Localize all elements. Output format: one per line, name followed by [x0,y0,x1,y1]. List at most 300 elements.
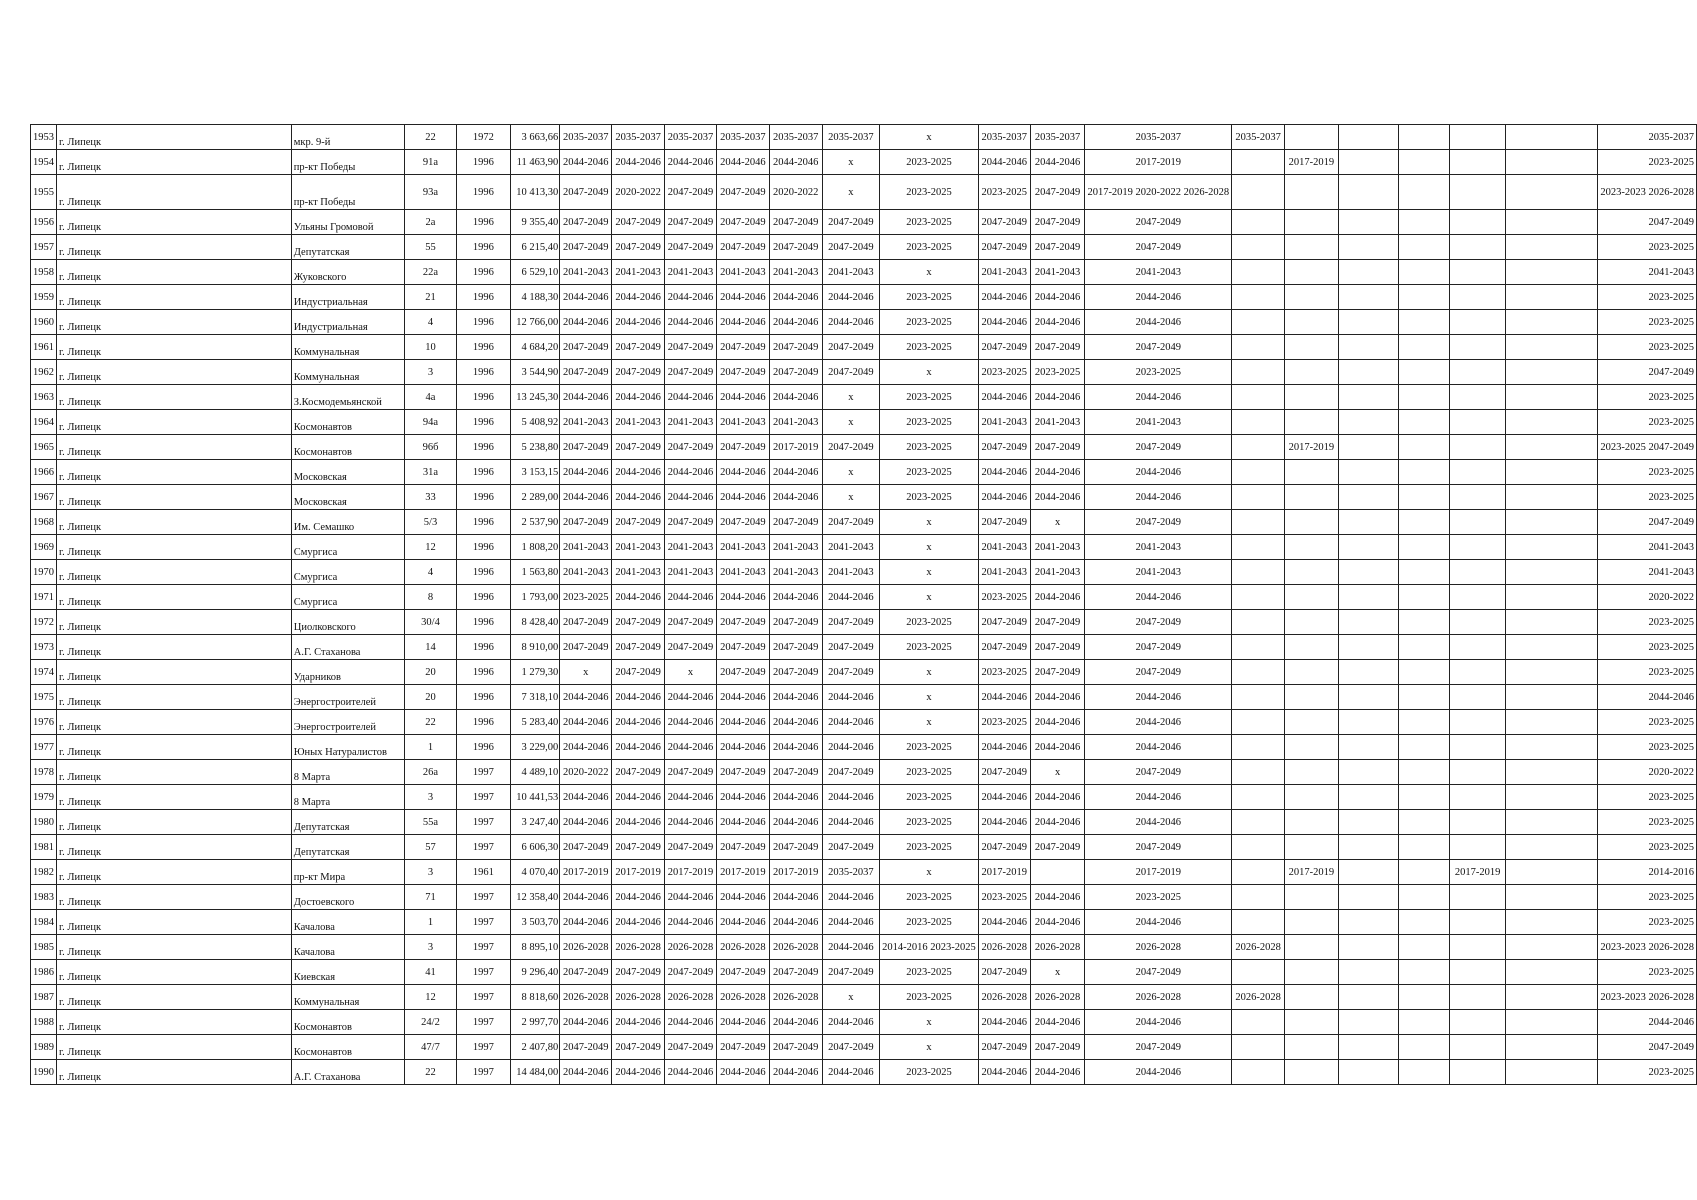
table-cell: 8 Марта [291,760,404,785]
table-cell [1338,1060,1398,1085]
table-cell [1285,710,1339,735]
table-cell [1449,510,1506,535]
table-cell: х [880,535,979,560]
table-cell [1398,810,1449,835]
table-cell: 2044-2046 [612,460,665,485]
table-cell: 5 408,92 [510,410,560,435]
table-cell: Индустриальная [291,285,404,310]
table-cell: 2047-2049 [612,335,665,360]
table-cell: Жуковского [291,260,404,285]
table-cell: 2047-2049 [665,510,717,535]
table-cell: 2044-2046 [1085,485,1232,510]
table-cell: 1989 [31,1035,57,1060]
table-cell: 2044-2046 [822,585,880,610]
table-cell [1338,785,1398,810]
table-cell: 1997 [457,885,510,910]
table-cell: 2047-2049 [1030,660,1085,685]
table-cell: 1968 [31,510,57,535]
table-cell: 2044-2046 [665,1010,717,1035]
table-cell: Коммунальная [291,985,404,1010]
table-row [31,785,1697,810]
table-row [31,535,1697,560]
table-row [31,760,1697,785]
table-cell: 2044-2046 [612,310,665,335]
table-cell [1285,935,1339,960]
table-cell: 2047-2049 [769,335,822,360]
table-cell [1338,535,1398,560]
table-cell [1232,310,1285,335]
table-cell [1285,735,1339,760]
table-cell [1338,660,1398,685]
table-cell: 1959 [31,285,57,310]
table-cell: 2020-2022 [1598,585,1697,610]
table-cell: 2044-2046 [1030,150,1085,175]
table-cell: 2044-2046 [978,385,1030,410]
table-cell [1449,635,1506,660]
table-cell: 2044-2046 [822,1060,880,1085]
table-cell: 2026-2028 [716,985,769,1010]
table-cell [1506,710,1598,735]
table-cell: 1960 [31,310,57,335]
table-cell: 2023-2025 [978,660,1030,685]
table-cell: 2023-2025 [1598,610,1697,635]
table-cell: 2020-2022 [1598,760,1697,785]
table-cell [1506,235,1598,260]
table-cell: 2044-2046 [769,810,822,835]
table-cell: г. Липецк [57,835,292,860]
table-cell: 2047-2049 [665,635,717,660]
table-cell: г. Липецк [57,985,292,1010]
table-cell: 30/4 [404,610,456,635]
table-cell: 2 289,00 [510,485,560,510]
table-row [31,885,1697,910]
table-cell: 2044-2046 [1030,685,1085,710]
table-cell: 2023-2025 [880,985,979,1010]
table-cell [1232,910,1285,935]
table-cell [1285,810,1339,835]
table-cell: 2047-2049 [716,210,769,235]
table-cell: 47/7 [404,1035,456,1060]
table-cell: 2044-2046 [822,310,880,335]
table-cell: 2044-2046 [665,910,717,935]
table-cell: 1972 [457,125,510,150]
table-cell: 2047-2049 [1085,835,1232,860]
table-cell: 2044-2046 [560,485,612,510]
table-cell [1285,1035,1339,1060]
table-cell: 2035-2037 [1085,125,1232,150]
table-cell [1506,385,1598,410]
table-cell: 2023-2025 [1598,785,1697,810]
table-cell [1398,635,1449,660]
table-cell: 2044-2046 [1085,385,1232,410]
table-cell [1449,175,1506,210]
table-cell: 1996 [457,435,510,460]
table-cell: 1996 [457,360,510,385]
table-cell: 2047-2049 [1085,660,1232,685]
table-cell [1338,1010,1398,1035]
table-cell: 2044-2046 [822,685,880,710]
table-cell: 2044-2046 [716,910,769,935]
table-cell [1285,260,1339,285]
table-cell: 2044-2046 [1030,285,1085,310]
table-cell: 96б [404,435,456,460]
table-cell [1338,810,1398,835]
table-cell: 1 279,30 [510,660,560,685]
table-cell: г. Липецк [57,285,292,310]
table-cell: 2044-2046 [665,710,717,735]
table-cell: х [880,1010,979,1035]
table-cell: Им. Семашко [291,510,404,535]
table-cell [1449,560,1506,585]
table-cell: г. Липецк [57,810,292,835]
table-cell: 2023-2025 [880,175,979,210]
table-cell: 1971 [31,585,57,610]
table-cell: 2047-2049 [612,210,665,235]
table-cell: 2047-2049 [769,660,822,685]
table-cell [1506,885,1598,910]
table-cell: 1996 [457,535,510,560]
table-cell [1398,125,1449,150]
table-cell: 2041-2043 [822,260,880,285]
table-cell [1285,360,1339,385]
table-cell: г. Липецк [57,210,292,235]
table-cell [1449,1060,1506,1085]
table-cell: 2041-2043 [769,560,822,585]
table-cell: 2044-2046 [716,385,769,410]
table-cell: 2044-2046 [716,460,769,485]
table-cell [1506,860,1598,885]
table-cell: 2047-2049 [769,360,822,385]
table-cell: 2035-2037 [822,860,880,885]
table-cell: 2047-2049 [822,210,880,235]
table-cell: Индустриальная [291,310,404,335]
table-row [31,735,1697,760]
table-cell: 2047-2049 [978,835,1030,860]
table-cell: 2035-2037 [1030,125,1085,150]
table-cell: 2026-2028 [769,935,822,960]
table-body [31,125,1697,1085]
table-cell [1398,935,1449,960]
table-cell: 1997 [457,1035,510,1060]
table-cell: 2041-2043 [665,410,717,435]
table-cell: пр-кт Мира [291,860,404,885]
table-cell: 2023-2025 [880,150,979,175]
table-cell [1338,360,1398,385]
table-cell: 2017-2019 2020-2022 2026-2028 [1085,175,1232,210]
table-cell [1449,610,1506,635]
table-cell: 2023-2025 [1030,360,1085,385]
table-cell [1506,310,1598,335]
table-cell: 2035-2037 [560,125,612,150]
table-cell: 2044-2046 [612,885,665,910]
table-cell: 2047-2049 [978,510,1030,535]
table-cell [1506,785,1598,810]
table-cell: 2047-2049 [1598,360,1697,385]
table-cell: 2044-2046 [822,810,880,835]
table-cell: 1997 [457,810,510,835]
table-cell: 2041-2043 [716,535,769,560]
table-cell: 2044-2046 [612,585,665,610]
table-row [31,1035,1697,1060]
table-cell [1506,260,1598,285]
table-cell: 2044-2046 [822,735,880,760]
table-cell [1449,885,1506,910]
table-row [31,235,1697,260]
table-cell [1449,410,1506,435]
table-cell [1398,760,1449,785]
table-cell: 2044-2046 [769,385,822,410]
table-cell: 26а [404,760,456,785]
table-cell: 2044-2046 [716,1010,769,1035]
table-cell [1398,1035,1449,1060]
table-cell [1232,410,1285,435]
table-cell: 2044-2046 [560,460,612,485]
table-cell: 2023-2025 [978,710,1030,735]
table-cell [1285,460,1339,485]
table-cell: 2047-2049 [1030,610,1085,635]
table-cell [1285,660,1339,685]
table-cell: х [880,125,979,150]
table-cell [1506,585,1598,610]
table-cell: 2023-2025 [880,785,979,810]
table-cell: 2047-2049 [560,635,612,660]
table-cell: 2044-2046 [560,385,612,410]
table-cell: 1969 [31,535,57,560]
table-cell: 2044-2046 [978,150,1030,175]
table-cell [1449,810,1506,835]
table-cell: Депутатская [291,235,404,260]
table-cell: 1982 [31,860,57,885]
table-cell: 2044-2046 [978,285,1030,310]
table-cell: 1970 [31,560,57,585]
table-cell: 2044-2046 [716,485,769,510]
table-cell: г. Липецк [57,635,292,660]
table-cell [1398,710,1449,735]
table-cell: 2041-2043 [1030,535,1085,560]
table-cell: 91а [404,150,456,175]
table-cell: 2041-2043 [978,560,1030,585]
table-cell: 2047-2049 [1598,1035,1697,1060]
table-cell [1449,535,1506,560]
table-cell: 1 [404,735,456,760]
table-cell: 1997 [457,960,510,985]
table-cell: 2047-2049 [1030,835,1085,860]
table-cell: 2047-2049 [716,960,769,985]
table-cell [1398,1060,1449,1085]
table-cell: 2047-2049 [1085,435,1232,460]
table-cell: 1972 [31,610,57,635]
table-cell [1506,835,1598,860]
table-cell: 2044-2046 [769,910,822,935]
table-cell: 2026-2028 [612,985,665,1010]
table-cell: 1996 [457,460,510,485]
table-cell: 2047-2049 [612,1035,665,1060]
table-cell: 1966 [31,460,57,485]
table-cell [1398,210,1449,235]
table-cell: 2044-2046 [769,460,822,485]
table-cell: 1978 [31,760,57,785]
table-cell [1449,935,1506,960]
table-cell: 5/3 [404,510,456,535]
table-cell: Энергостроителей [291,710,404,735]
table-cell: 2023-2025 [978,885,1030,910]
table-cell [1338,460,1398,485]
table-cell [1506,1035,1598,1060]
table-row [31,460,1697,485]
table-cell: 2023-2025 [880,410,979,435]
table-cell: 3 544,90 [510,360,560,385]
table-cell: 2047-2049 [612,510,665,535]
table-cell: г. Липецк [57,785,292,810]
table-cell: 1997 [457,1010,510,1035]
table-cell: 2047-2049 [822,1035,880,1060]
table-cell: 2047-2049 [612,635,665,660]
table-cell: Космонавтов [291,1010,404,1035]
table-cell [1232,535,1285,560]
table-cell [1398,610,1449,635]
table-cell [1285,560,1339,585]
table-cell: 12 [404,535,456,560]
table-cell: 2023-2025 [880,760,979,785]
table-cell [1338,760,1398,785]
table-cell: 55 [404,235,456,260]
table-cell: 2047-2049 [1598,210,1697,235]
table-cell: 2044-2046 [1030,1010,1085,1035]
table-cell: 2047-2049 [612,835,665,860]
table-cell: х [822,150,880,175]
table-cell [1506,960,1598,985]
table-cell: 2047-2049 [822,335,880,360]
table-cell: х [822,410,880,435]
table-cell: х [880,585,979,610]
table-cell: 55а [404,810,456,835]
table-cell: 2017-2019 [1285,435,1339,460]
table-cell: 2 407,80 [510,1035,560,1060]
table-cell: 2044-2046 [716,710,769,735]
table-row [31,150,1697,175]
table-cell: 3 663,66 [510,125,560,150]
table-cell: 2044-2046 [665,885,717,910]
table-cell: 57 [404,835,456,860]
table-row [31,385,1697,410]
table-cell: 22 [404,1060,456,1085]
table-cell: 2044-2046 [1085,685,1232,710]
table-cell: 2044-2046 [716,735,769,760]
table-cell: г. Липецк [57,1060,292,1085]
table-cell [1285,385,1339,410]
table-cell [1449,910,1506,935]
table-cell: 2023-2025 [1598,710,1697,735]
table-cell: 2044-2046 [1085,585,1232,610]
table-cell [1285,235,1339,260]
table-cell: 2047-2049 [612,610,665,635]
table-cell: 1962 [31,360,57,385]
table-cell [1449,235,1506,260]
table-cell [1398,175,1449,210]
table-cell: 2023-2025 [1598,285,1697,310]
table-cell: 2044-2046 [1085,735,1232,760]
table-cell [1232,510,1285,535]
table-cell [1338,510,1398,535]
table-cell [1338,985,1398,1010]
table-cell [1232,435,1285,460]
table-cell: 2017-2019 [769,435,822,460]
table-cell [1398,735,1449,760]
table-cell: 8 Марта [291,785,404,810]
table-cell [1398,860,1449,885]
table-cell [1285,210,1339,235]
table-cell: 2044-2046 [665,1060,717,1085]
table-cell: 22а [404,260,456,285]
table-cell: х [880,660,979,685]
table-cell: 2047-2049 [1085,635,1232,660]
table-row [31,635,1697,660]
table-cell [1506,810,1598,835]
table-cell: 2017-2019 [978,860,1030,885]
table-cell: Киевская [291,960,404,985]
table-cell [1449,310,1506,335]
repair-schedule-table [30,124,1697,1085]
table-cell: А.Г. Стаханова [291,1060,404,1085]
table-cell: 2047-2049 [716,435,769,460]
table-cell [1338,150,1398,175]
table-cell: 2044-2046 [612,685,665,710]
table-cell [1398,385,1449,410]
table-cell: 2044-2046 [769,585,822,610]
table-cell [1232,660,1285,685]
table-cell: х [822,485,880,510]
table-cell [1449,660,1506,685]
table-cell: пр-кт Победы [291,150,404,175]
table-row [31,410,1697,435]
table-cell: 1996 [457,260,510,285]
table-cell: 1953 [31,125,57,150]
table-cell: 41 [404,960,456,985]
table-cell: г. Липецк [57,560,292,585]
table-cell [1232,810,1285,835]
table-cell [1449,125,1506,150]
table-cell: г. Липецк [57,410,292,435]
table-cell: 2026-2028 [665,935,717,960]
table-cell: х [880,260,979,285]
table-cell: 2023-2025 [1598,460,1697,485]
table-cell: 2047-2049 [978,960,1030,985]
table-cell: 2023-2025 [1598,485,1697,510]
table-cell [1338,935,1398,960]
table-cell: 2044-2046 [1085,810,1232,835]
table-cell: Московская [291,485,404,510]
table-cell: 2047-2049 [665,435,717,460]
table-cell: 2023-2025 2047-2049 [1598,435,1697,460]
table-cell: 2041-2043 [612,560,665,585]
table-cell: Ударников [291,660,404,685]
table-cell [1232,760,1285,785]
table-cell: 2041-2043 [1085,560,1232,585]
table-cell: 2044-2046 [1030,310,1085,335]
table-cell: 20 [404,685,456,710]
table-cell: 2047-2049 [716,360,769,385]
table-cell: 2047-2049 [1030,1035,1085,1060]
table-cell: 1996 [457,150,510,175]
table-cell: 2047-2049 [822,610,880,635]
table-cell [1449,985,1506,1010]
table-cell: г. Липецк [57,1035,292,1060]
table-cell: 8 428,40 [510,610,560,635]
table-cell: 2041-2043 [716,560,769,585]
table-cell [1338,885,1398,910]
table-cell: 1996 [457,175,510,210]
table-cell: 2044-2046 [822,285,880,310]
